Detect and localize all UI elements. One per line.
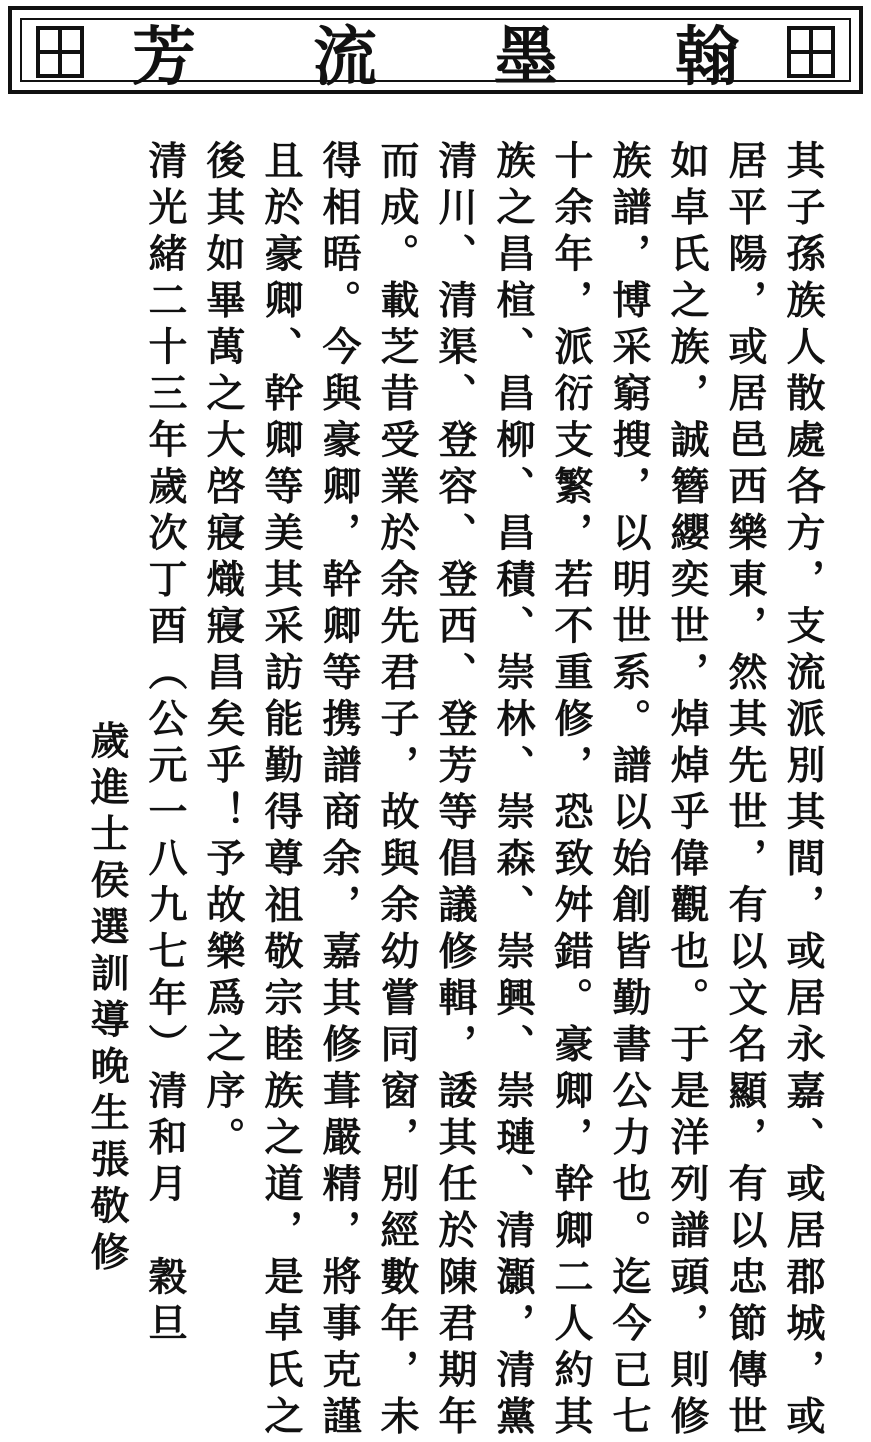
text-column-1: 其子孫族人散處各方，支流派別其間，或居永嘉、或居郡城，或 — [780, 140, 826, 1442]
text-column-10: 且於豪卿、幹卿等美其采訪能勤得尊祖敬宗睦族之道，是卓氏之 — [258, 140, 304, 1442]
text-column-4: 族譜，博采窮搜，以明世系。譜以始創皆勤書公力也。迄今已七 — [606, 140, 652, 1442]
text-column-8: 而成。載芝昔受業於余先君子，故與余幼嘗同窗，別經數年，未 — [374, 140, 420, 1442]
left-fret-ornament-icon — [34, 24, 86, 80]
text-column-11: 後其如畢萬之大啓寢熾寢昌矣乎！予故樂爲之序。 — [200, 140, 246, 1163]
text-column-6: 族之昌楦、昌柳、昌積、崇林、崇森、崇興、崇璉、清灝，清黨 — [490, 140, 536, 1442]
text-column-5: 十余年，派衍支繁，若不重修，恐致舛錯。豪卿，幹卿二人約其 — [548, 140, 594, 1442]
text-column-9: 得相晤。今與豪卿，幹卿等携譜商余，嘉其修葺嚴精，將事克謹 — [316, 140, 362, 1442]
preface-text — [40, 140, 845, 1442]
right-fret-ornament-icon — [785, 24, 837, 80]
title-char-4: 翰 — [675, 20, 739, 95]
title-char-1: 芳 — [132, 20, 196, 95]
title-char-2: 流 — [313, 20, 377, 95]
header-banner — [8, 6, 863, 94]
header-title — [112, 18, 759, 98]
signature-column: 歲進士侯選訓導晚生張敬修 — [84, 720, 130, 1278]
text-column-3: 如卓氏之族，誠簪纓奕世，焯焯乎偉觀也。于是洋列譜頭，則修 — [664, 140, 710, 1442]
title-char-3: 墨 — [494, 20, 558, 95]
text-column-2: 居平陽，或居邑西樂東，然其先世，有以文名顯，有以忠節傳世 — [722, 140, 768, 1442]
text-column-7: 清川、清渠、登容、登西、登芳等倡議修輯，諉其任於陳君期年 — [432, 140, 478, 1442]
date-column: 清光緒二十三年歲次丁酉（公元一八九七年）清和月 穀旦 — [142, 140, 188, 1349]
